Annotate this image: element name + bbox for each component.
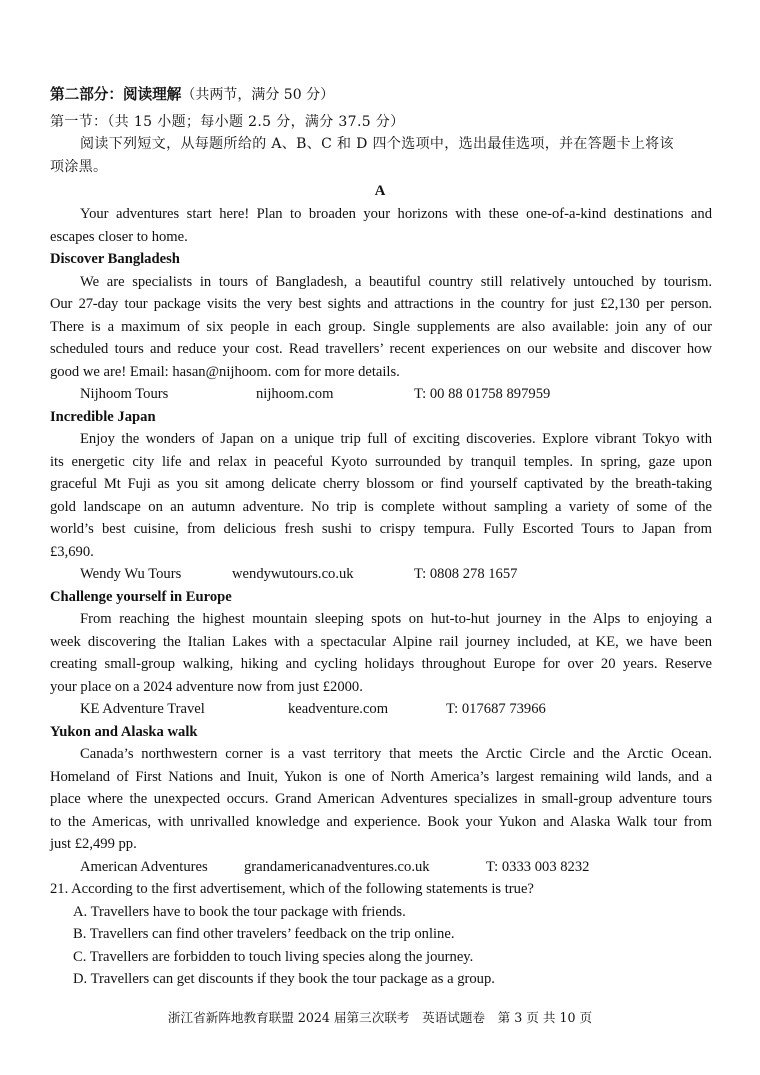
ad-japan-line: graceful Mt Fuji as you sit among delicate cherry blossom or find yourself captivated by the breath-taking (50, 476, 712, 492)
option-a: A. Travellers have to book the tour package with friends. (73, 904, 406, 920)
ad-title-europe: Challenge yourself in Europe (50, 589, 232, 605)
intro-line-1: Your adventures start here! Plan to broaden your horizons with these one-of-a-kind destinations and (80, 206, 712, 222)
section-info: 第一节：（共 15 小题；每小题 2.5 分，满分 37.5 分） (50, 114, 405, 130)
ad-yukon-phone: T: 0333 003 8232 (486, 859, 590, 875)
ad-yukon-line: Homeland of First Nations and Inuit, Yukon is one of North America’s largest remaining wild lands, and a (50, 769, 712, 785)
instruction-line-2: 项涂黑。 (50, 159, 108, 175)
ad-title-bangladesh: Discover Bangladesh (50, 251, 180, 267)
ad-bangladesh-company: Nijhoom Tours (80, 386, 169, 402)
ad-title-yukon: Yukon and Alaska walk (50, 724, 198, 740)
ad-japan-line: gold landscape on an autumn adventure. No trip is complete without sampling a variety of some of the (50, 499, 712, 515)
ad-title-japan: Incredible Japan (50, 409, 156, 425)
part-title: 第二部分：阅读理解 (50, 86, 182, 103)
ad-bangladesh-line: Our 27-day tour package visits the very best sights and attractions in the country for just £2,130 per person. (50, 296, 712, 312)
ad-europe-company: KE Adventure Travel (80, 701, 205, 717)
ad-japan-line: Enjoy the wonders of Japan on a unique trip full of exciting discoveries. Explore vibrant Tokyo with (80, 431, 712, 447)
ad-europe-line: week discovering the Italian Lakes with a spectacular Alpine rail journey included, at KE, we have been (50, 634, 712, 650)
ad-japan-line: £3,690. (50, 544, 94, 560)
ad-japan-line: its energetic city life and relax in peaceful Kyoto surrounded by tranquil temples. In spring, gaze upon (50, 454, 712, 470)
ad-japan-line: world’s best cuisine, from delicious fresh sushi to crispy tempura. Fully Escorted Tours to Japan from (50, 521, 712, 537)
option-b: B. Travellers can find other travelers’ feedback on the trip online. (73, 926, 455, 942)
ad-bangladesh-line: good we are! Email: hasan@nijhoom. com for more details. (50, 364, 400, 380)
ad-yukon-line: to the Americas, with unrivalled knowledge and experience. Book your Yukon and Alaska Walk tour from (50, 814, 712, 830)
ad-bangladesh-phone: T: 00 88 01758 897959 (414, 386, 551, 402)
question-stem: 21. According to the first advertisement, which of the following statements is true? (50, 881, 534, 897)
ad-bangladesh-line: There is a maximum of six people in each group. Single supplements are also available: join any of our (50, 319, 712, 335)
ad-yukon-line: place where the unexpected occurs. Grand American Adventures specializes in small-group adventure tours (50, 791, 712, 807)
ad-europe-website: keadventure.com (288, 701, 389, 717)
ad-yukon-company: American Adventures (80, 859, 208, 875)
page-footer: 浙江省新阵地教育联盟 2024 届第三次联考 英语试题卷 第 3 页 共 10 页 (167, 1010, 593, 1025)
part-heading (50, 84, 712, 106)
intro-line-2: escapes closer to home. (50, 229, 188, 245)
option-d: D. Travellers can get discounts if they book the tour package as a group. (73, 971, 495, 987)
ad-bangladesh-line: scheduled tours and reduce your cost. Read travellers’ recent experiences on our website and discover how (50, 341, 712, 357)
ad-yukon-line: just £2,499 pp. (50, 836, 137, 852)
ad-bangladesh-website: nijhoom.com (256, 386, 334, 402)
ad-europe-line: creating small-group walking, hiking and cycling holidays throughout Europe for over 20 years. Reserve (50, 656, 712, 672)
ad-japan-phone: T: 0808 278 1657 (414, 566, 518, 582)
part-note: （共两节，满分 50 分） (181, 87, 335, 103)
ad-yukon-line: Canada’s northwestern corner is a vast territory that meets the Arctic Circle and the Arctic Ocean. (80, 746, 712, 762)
ad-europe-phone: T: 017687 73966 (446, 701, 546, 717)
ad-yukon-website: grandamericanadventures.co.uk (244, 859, 430, 875)
passage-letter: A (374, 183, 386, 199)
option-c: C. Travellers are forbidden to touch living species along the journey. (73, 949, 474, 965)
ad-japan-company: Wendy Wu Tours (80, 566, 182, 582)
instruction-line-1: 阅读下列短文，从每题所给的 A、B、C 和 D 四个选项中，选出最佳选项，并在答题卡上将该 (80, 136, 674, 152)
ad-bangladesh-line: We are specialists in tours of Bangladesh, a beautiful country still relatively untouched by tourism. (80, 274, 712, 290)
ad-japan-website: wendywutours.co.uk (232, 566, 354, 582)
ad-europe-line: From reaching the highest mountain sleeping spots on hut-to-hut journey in the Alps to enjoying a (80, 611, 712, 627)
ad-europe-line: your place on a 2024 adventure now from just £2000. (50, 679, 363, 695)
